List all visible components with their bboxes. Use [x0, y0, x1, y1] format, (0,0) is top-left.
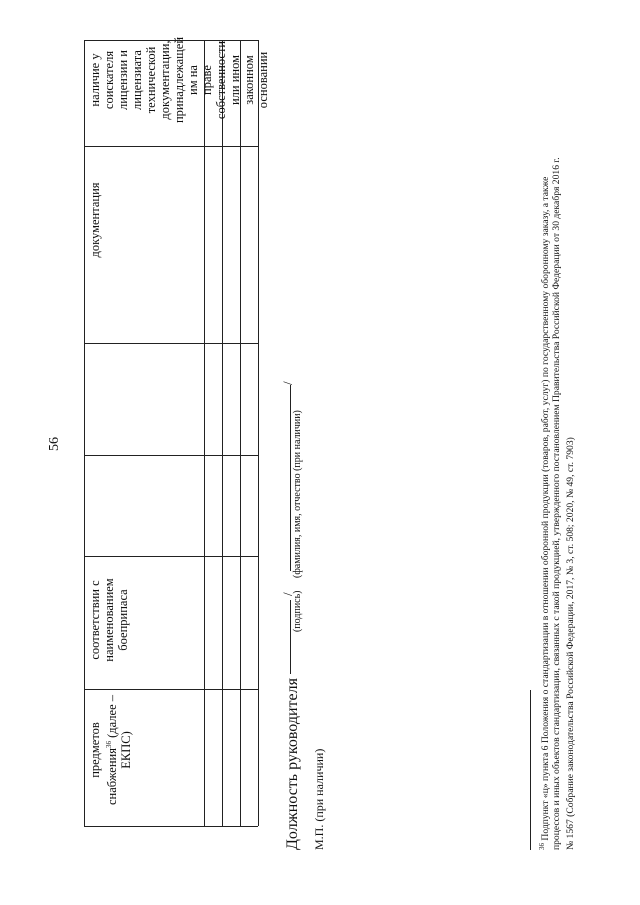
name-line — [290, 385, 291, 571]
table — [84, 36, 270, 826]
header-line: технической — [144, 46, 158, 114]
header-line: лицензии и лицензиата — [116, 50, 144, 110]
mp-label: М.П. (при наличии) — [312, 748, 326, 850]
footnote-text: Подпункт «ц» пункта 6 Положения о стандартизации в отношении оборонной продукции (товаров, работ, услуг) по государственному оборонному заказу, а также — [540, 176, 552, 841]
table-border-right — [258, 40, 259, 826]
header-cell-documentation — [88, 160, 102, 280]
header-line: ЕКПС) — [119, 731, 134, 769]
header-line: или ином законном — [228, 54, 256, 106]
header-line: праве собственности — [200, 40, 228, 120]
footnote-line-2: процессов и иных объектов стандартизации, связанных с такой продукцией, утвержденного постановлением Правительства Российской Федерации от 30 декабря 2016 г. — [551, 157, 562, 850]
footnote-ref: 36 — [105, 741, 113, 749]
page-number: 56 — [47, 437, 62, 451]
header-line: наименованием — [102, 578, 116, 662]
header-line: снабжения$^{36}$ (далее – — [105, 695, 120, 805]
table-divider — [84, 146, 258, 147]
table-divider — [84, 343, 258, 344]
table-divider — [84, 455, 258, 456]
signature-caption: (подпись) — [292, 590, 303, 632]
header-cell-ammunition — [88, 560, 130, 680]
footnote-line-3: № 1567 (Собрание законодательства Российской Федерации, 2017, № 3, ст. 508; 2020, № 49, ст. 7903) — [565, 437, 576, 850]
footnote-marker: 36 — [538, 843, 546, 850]
signature-line — [290, 600, 291, 674]
header-cell-supply-items — [88, 690, 133, 810]
name-caption: (фамилия, имя, отчество (при наличии) — [292, 410, 303, 578]
separator-slash: / — [280, 592, 295, 596]
header-line: боеприпаса — [116, 589, 130, 651]
table-row-divider — [240, 40, 241, 826]
header-line: документации, — [158, 40, 172, 120]
header-line: документация — [88, 182, 102, 258]
table-row-divider — [204, 40, 205, 826]
table-border-left — [84, 40, 85, 826]
table-border-bottom — [84, 826, 258, 827]
header-line: наличие у соискателя — [88, 50, 116, 110]
header-line: принадлежащей им на — [172, 36, 200, 124]
header-line: предметов — [88, 722, 102, 778]
header-line: соответствии с — [88, 580, 102, 660]
header-line: основании — [256, 51, 270, 109]
table-divider — [84, 556, 258, 557]
table-row-divider — [222, 40, 223, 826]
separator-slash: / — [280, 381, 295, 385]
footnote-separator — [530, 690, 531, 850]
header-cell-license — [88, 30, 270, 130]
position-label: Должность руководителя — [284, 678, 301, 850]
